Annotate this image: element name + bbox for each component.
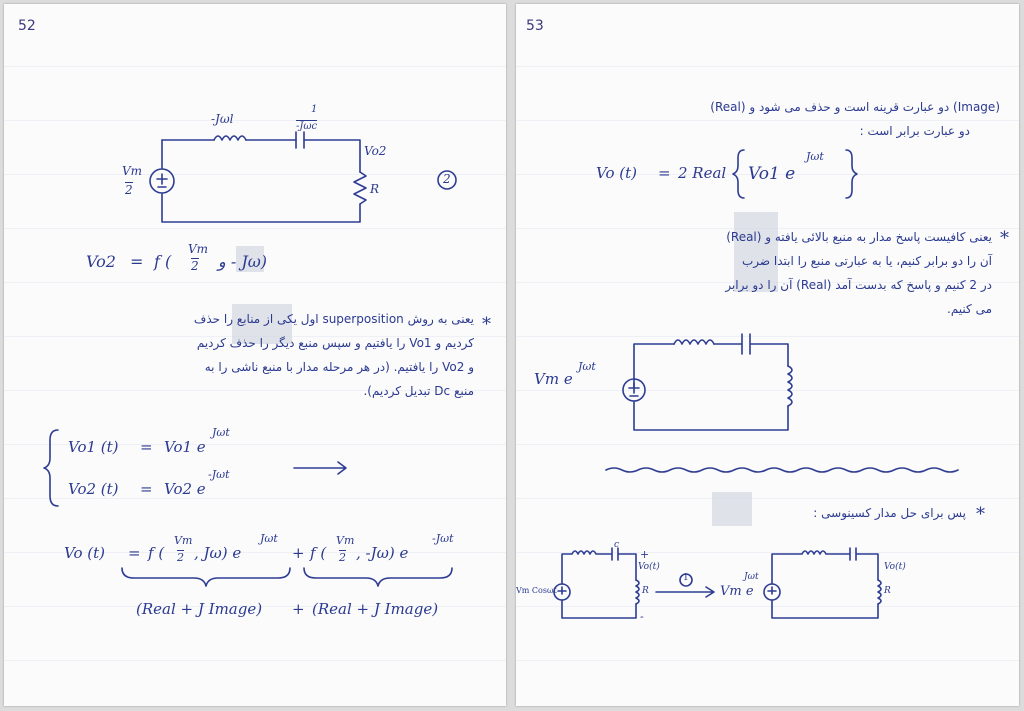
sys-row2-lhs: Vo2 (t) [68, 480, 119, 498]
vo-t2-rest: , -Jω) e [356, 544, 409, 562]
source-exp: Jωt [578, 360, 596, 373]
eq-lhs: Vo2 [86, 252, 116, 271]
sys-row1-exp: Jωt [212, 426, 230, 439]
note-line-1: یعنی کافیست پاسخ مدار به منبع بالائی یافته و (Real) [726, 230, 992, 244]
brace-label-2: (Real + J Image) [312, 600, 439, 618]
note-star: * [1000, 228, 1009, 249]
eq-frac-num: Vm [188, 242, 209, 256]
plus-top: + [640, 548, 650, 561]
page-53 [516, 4, 1019, 706]
vo-t1-rest: , Jω) e [194, 544, 242, 562]
eq-lhs: Vo (t) [596, 164, 637, 182]
cap-mark: c [614, 540, 620, 550]
page-number: 53 [526, 18, 544, 34]
brace-label-plus: + [292, 600, 305, 618]
source-label: Vm e [534, 370, 573, 388]
vo-t1-num: Vm [174, 534, 193, 547]
vo-t1-f: f ( [148, 544, 165, 562]
note-line-1: یعنی به روش superposition اول یکی از منابع را حذف [193, 312, 474, 326]
eq-frac-den: 2 [191, 259, 199, 273]
eq-sign: = [130, 252, 144, 271]
vo-t1-exp: Jωt [260, 532, 278, 545]
brace-label-1: (Real + J Image) [136, 600, 263, 618]
sys-row2-rhs: Vo2 e [164, 480, 206, 498]
vo-lhs: Vo (t) [64, 544, 105, 562]
circled-number: 2 [443, 172, 451, 186]
sys-row2-eq: = [140, 480, 153, 498]
page-52 [4, 4, 506, 706]
vo2-node-label: Vo2 [364, 144, 387, 158]
right-source-exp: Jωt [744, 572, 759, 582]
para1-line-1: (Image) دو عبارت قرینه است و حذف می شود و (Real) [710, 100, 1000, 114]
sys-row1-lhs: Vo1 (t) [68, 438, 119, 456]
vo-t2-num: Vm [336, 534, 355, 547]
source-label-den: 2 [125, 183, 133, 197]
note2-star: * [976, 504, 985, 525]
left-source-label: Vm Cosωt [516, 586, 557, 595]
page-number: 52 [18, 18, 36, 34]
r-label-2: R [884, 586, 891, 596]
note-line-3: و Vo2 را یافتیم. (در هر مرحله مدار با منبع ناشی را به [204, 360, 474, 374]
eq-inner: Vo1 e [748, 164, 796, 184]
note-line-4: منبع Dc تبدیل کردیم). [363, 384, 474, 398]
right-source-label: Vm e [720, 584, 754, 599]
inductor-label: -Jωl [211, 112, 234, 126]
eq-f: f ( [154, 252, 172, 271]
vo-eq: = [128, 544, 141, 562]
vo-t2-exp: -Jωt [432, 532, 454, 545]
right-page-diagrams [516, 4, 1019, 706]
note-line-3: در 2 کنیم و پاسخ که بدست آمد (Real) آن را دو برابر [725, 278, 992, 292]
vo-t2-den: 2 [339, 551, 346, 564]
note-star: * [482, 314, 491, 335]
note-line-2: آن را دو برابر کنیم، یا به عبارتی منبع را ابتدا ضرب [741, 254, 992, 268]
capacitor-label-num: 1 [311, 104, 318, 115]
eq-sign: = [658, 164, 671, 182]
sys-row1-rhs: Vo1 e [164, 438, 206, 456]
sys-row1-eq: = [140, 438, 153, 456]
r-label: R [642, 586, 649, 596]
eq-rest: و - Jω) [218, 252, 268, 271]
vo-t1-den: 2 [177, 551, 184, 564]
vo-plus: + [292, 544, 305, 562]
note-line-2: کردیم و Vo1 را یافتیم و سپس منبع دیگر را حذف کردیم [196, 336, 474, 350]
arrow-step-number: 1 [683, 573, 689, 583]
eq-exp: Jωt [806, 150, 824, 163]
vo-label: Vo(t) [638, 562, 660, 572]
source-label-num: Vm [122, 164, 143, 178]
eq-real: 2 Real [678, 164, 727, 182]
minus-bot: - [640, 610, 644, 623]
note-line-4: می کنیم. [947, 302, 992, 316]
note2-text: پس برای حل مدار کسینوسی : [813, 506, 966, 520]
para1-line-2: دو عبارت برابر است : [859, 124, 970, 138]
capacitor-label-den: -Jωc [296, 121, 318, 132]
vo-label-2: Vo(t) [884, 562, 906, 572]
vo-t2-f: f ( [310, 544, 327, 562]
resistor-label: R [370, 182, 380, 196]
sys-row2-exp: -Jωt [208, 468, 230, 481]
